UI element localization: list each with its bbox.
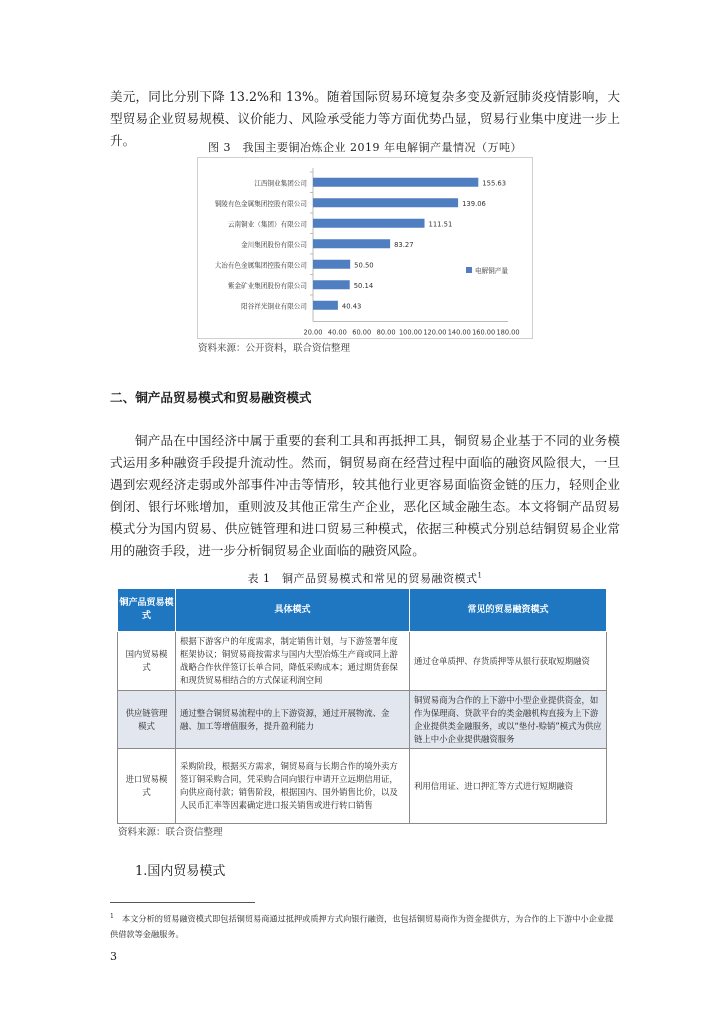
row-import-financing: 利用信用证、进口押汇等方式进行短期融资	[410, 749, 607, 824]
footnote-mark: 1	[110, 913, 114, 920]
page-number: 3	[110, 950, 117, 963]
row-supply-chain-mode: 供应链管理模式	[118, 691, 176, 749]
x-tick-label: 60.00	[352, 328, 372, 337]
section-heading: 二、铜产品贸易模式和贸易融资模式	[110, 390, 312, 405]
category-label: 铜陵有色金属集团控股有限公司	[214, 199, 307, 208]
category-label: 紫金矿业集团股份有限公司	[227, 281, 307, 290]
footnote-text: 本文分析的贸易融资模式即包括铜贸易商通过抵押或质押方式向银行融资，也包括铜贸易商作为资金提供方，为合作的上下游中小企业提供借款等金融服务。	[110, 913, 614, 939]
category-label: 江西铜业集团公司	[254, 179, 307, 188]
row-import-detail: 采购阶段，根据买方需求，铜贸易商与长期合作的境外卖方签订铜采购合同，凭采购合同向银行申请开立远期信用证，向供应商付款；销售阶段，根据国内、国外销售比价，以及人民币汇率等因素确定进口报关销售或进行转口销售	[176, 749, 410, 824]
x-tick-label: 40.00	[327, 328, 347, 337]
intro-paragraph: 美元，同比分别下降 13.2%和 13%。随着国际贸易环境复杂多变及新冠肺炎疫情影响，大型贸易企业贸易规模、议价能力、风险承受能力等方面优势凸显，贸易行业集中度进一步上升。	[110, 89, 620, 148]
table-source-note: 资料来源：联合资信整理	[118, 827, 223, 838]
legend-swatch	[466, 267, 472, 273]
table-caption-text: 表 1 铜产品贸易模式和常见的贸易融资模式	[247, 572, 478, 585]
category-label: 金川集团股份有限公司	[241, 240, 307, 249]
table-caption-footnote-mark: 1	[477, 571, 483, 580]
row-domestic-financing: 通过仓单质押、存货质押等从银行获取短期融资	[410, 632, 607, 691]
footnote	[110, 909, 620, 942]
table-row	[118, 691, 607, 749]
x-tick-label: 80.00	[376, 328, 396, 337]
bar	[313, 219, 425, 228]
subsection-heading: 1.国内贸易模式	[135, 864, 226, 879]
x-tick-label: 100.00	[398, 328, 423, 337]
category-label: 大冶有色金属集团控股有限公司	[214, 261, 307, 270]
data-label: 139.06	[462, 199, 486, 208]
x-tick-label: 140.00	[447, 328, 471, 337]
row-import-mode: 进口贸易模式	[118, 749, 176, 824]
data-label: 83.27	[394, 240, 414, 249]
header-financing: 常见的贸易融资模式	[410, 589, 607, 632]
table-caption	[110, 570, 620, 586]
header-detail: 具体模式	[176, 589, 410, 632]
table-row	[118, 632, 607, 691]
category-label: 阳谷祥光铜业有限公司	[241, 302, 307, 311]
table-row	[118, 749, 607, 824]
table-header-row	[118, 589, 607, 632]
body-paragraph: 铜产品在中国经济中属于重要的套利工具和再抵押工具，铜贸易企业基于不同的业务模式运用多种融资手段提升流动性。然而，铜贸易商在经营过程中面临的融资风险很大，一旦遇到宏观经济走弱或外部事件冲击等情形，较其他行业更容易面临资金链的压力，轻则企业倒闭、银行坏账增加，重则波及其他正常生产企业，恶化区域金融生态。本文将铜产品贸易模式分为国内贸易、供应链管理和进口贸易三种模式，依据三种模式分别总结铜贸易企业常用的融资手段，进一步分析铜贸易企业面临的融资风险。	[110, 433, 620, 558]
x-tick-label: 20.00	[303, 328, 323, 337]
bar	[313, 301, 338, 310]
bar	[313, 178, 478, 187]
row-supply-chain-financing: 铜贸易商为合作的上下游中小型企业提供资金，如作为保理商、贷款平台的类金融机构直接为上下游企业提供类金融服务，或以“垫付-赊销”模式为供应链上中小企业提供融资服务	[410, 691, 607, 749]
data-label: 40.43	[341, 302, 362, 311]
x-tick-label: 120.00	[423, 328, 447, 337]
legend-label: 电解铜产量	[475, 267, 508, 275]
figure-caption: 图 3 我国主要铜冶炼企业 2019 年电解铜产量情况（万吨）	[208, 141, 522, 154]
bar	[313, 198, 458, 207]
x-tick-label: 160.00	[472, 328, 496, 337]
data-label: 50.14	[353, 281, 374, 290]
row-domestic-mode: 国内贸易模式	[118, 632, 176, 691]
row-supply-chain-detail: 通过整合铜贸易流程中的上下游资源，通过开展物流、金融、加工等增值服务，提升盈利能力	[176, 691, 410, 749]
footnote-divider	[110, 902, 255, 903]
header-trade-mode: 铜产品贸易模式	[118, 589, 176, 632]
data-label: 111.51	[428, 220, 453, 229]
x-tick-label: 180.00	[496, 328, 520, 337]
chart-svg	[198, 158, 532, 338]
row-domestic-detail: 根据下游客户的年度需求，制定销售计划，与下游签署年度框架协议；铜贸易商按需求与国内大型冶炼生产商或同上游战略合作伙伴签订长单合同，降低采购成本；通过期货套保和现货贸易相结合的方式保证利润空间	[176, 632, 410, 691]
bar-chart	[197, 157, 533, 339]
category-label: 云南铜业（集团）有限公司	[227, 220, 307, 229]
bar	[313, 280, 350, 289]
bar	[313, 260, 350, 269]
bar	[313, 239, 390, 248]
trade-mode-table	[117, 588, 607, 824]
figure-source-note: 资料来源：公开资料，联合资信整理	[198, 343, 351, 354]
data-label: 155.63	[482, 179, 507, 188]
data-label: 50.50	[354, 261, 374, 270]
